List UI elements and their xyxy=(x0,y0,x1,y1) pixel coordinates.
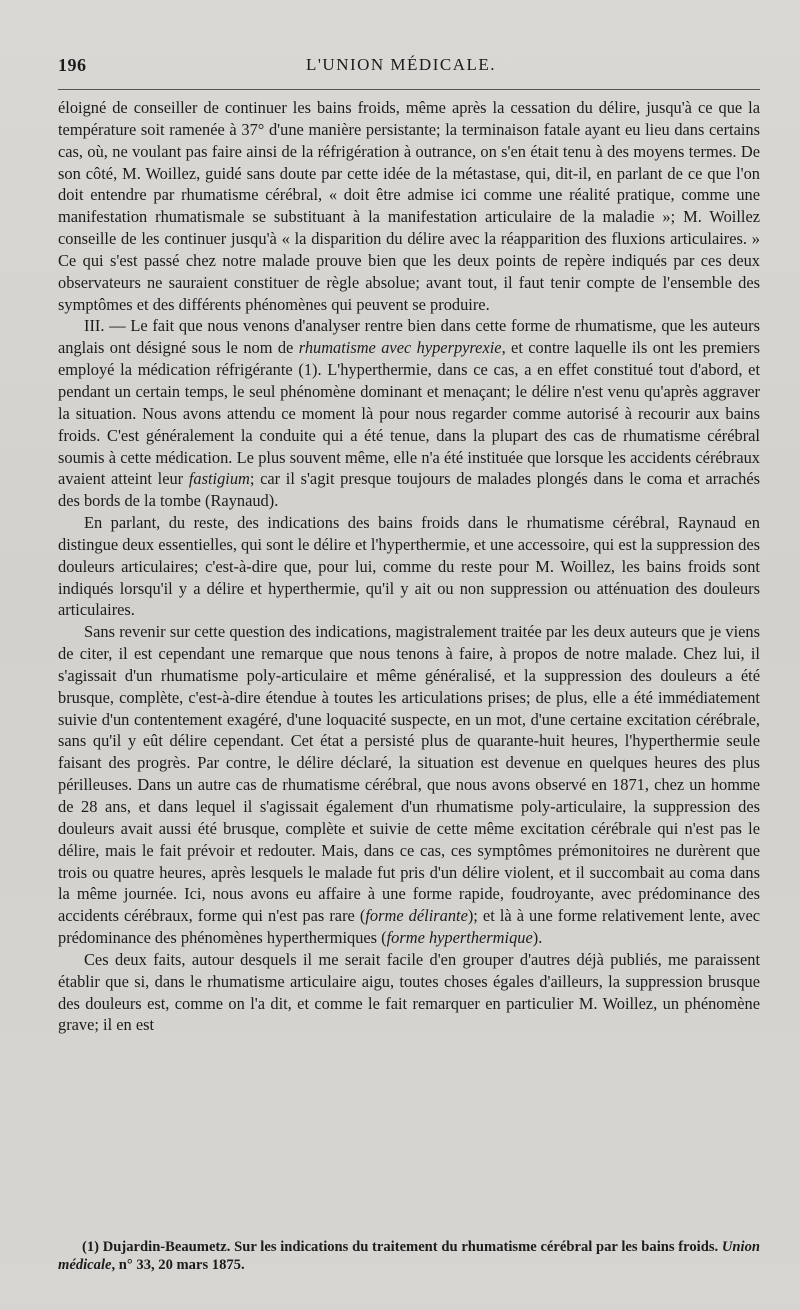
italic-term: forme délirante xyxy=(365,906,468,926)
header-rule xyxy=(58,89,760,90)
page-number: 196 xyxy=(58,55,87,75)
footnote-tail: , n° 33, 20 mars 1875. xyxy=(111,1257,245,1273)
text-run: ); et là à une forme relativement lente, avec prédominance des phénomènes hyperthermiques ( xyxy=(58,906,760,948)
footnote xyxy=(58,1238,760,1274)
text-run: ; car il s'agit presque toujours de malades plongés dans le coma et arrachés des bords de la tombe (Raynaud). xyxy=(58,469,760,511)
paragraph-continued: éloigné de conseiller de continuer les bains froids, même après la cessation du délire, jusqu'à ce que la température soit ramenée à 37° d'une manière persistante; la terminaison fatale ayant eu lieu dans certains cas, où, ne voulant pas faire ainsi de la réfrigération à outrance, on s'en était tenu à des moyens termes. De son côté, M. Woillez, guidé sans doute par cette idée de la métastase, qui, dit-il, en parlant de ce que l'on doit entendre par rhumatisme cérébral, « doit être admise ici comme une réalité pratique, comme une manifestation rhumatismale se substituant à la manifestation articulaire de la maladie »; M. Woillez conseille de les continuer jusqu'à « la disparition du délire avec la réapparition des fluxions articulaires. » Ce qui s'est passé chez notre malade prouve bien que les deux points de repère indiqués par ces deux observateurs ne sauraient constituer de règle absolue; avant tout, il faut tenir compte de l'ensemble des symptômes et des différents phénomènes qui peuvent se produire. xyxy=(58,98,760,314)
paragraph-raynaud: En parlant, du reste, des indications des bains froids dans le rhumatisme cérébral, Raynaud en distingue deux essentielles, qui sont le délire et l'hyperthermie, et une accessoire, qui est la suppression des douleurs articulaires; c'est-à-dire que, pour lui, comme du reste pour M. Woillez, les bains froids sont indiqués lorsqu'il y a délire et hyperthermie, qu'il y ait ou non suppression ou atténuation des douleurs articulaires. xyxy=(58,513,760,620)
footnote-text: (1) Dujardin-Beaumetz. Sur les indications du traitement du rhumatisme cérébral par les bains froids. xyxy=(82,1239,722,1255)
italic-term: forme hyperthermique xyxy=(386,928,533,948)
running-title: L'UNION MÉDICALE. xyxy=(305,55,497,74)
paragraph-conclusion: Ces deux faits, autour desquels il me serait facile d'en grouper d'autres déjà publiés, me paraissent établir que si, dans le rhumatisme articulaire aigu, toutes choses égales d'ailleurs, la suppression brusque des douleurs est, comme on l'a dit, et comme le fait remarquer en particulier M. Woillez, un phénomène grave; il en est xyxy=(58,949,760,1035)
italic-term: fastigium xyxy=(188,469,250,489)
footnote-journal: Union médicale xyxy=(58,1239,760,1273)
text-run: Sans revenir sur cette question des indications, magistralement traitée par les deux auteurs que je viens de citer, il est cependant une remarque que nous tenons à faire, à propos de notre malade. Chez lui, il s'agissait d'un rhumatisme poly-articulaire et même généralisé, et la suppression des douleurs a été brusque, complète, c'est-à-dire étendue à toutes les articulations prises; de plus, elle a été immédiatement suivie d'un contentement exagéré, d'une loquacité suspecte, en un mot, d'une certaine excitation cérébrale, sans qu'il y eût délire cependant. Cet état a persisté plus de quarante-huit heures, l'hyperthermie seule faisant des progrès. Par contre, le délire déclaré, la situation est devenue en quelques heures des plus périlleuses. Dans un autre cas de rhumatisme cérébral, que nous avons observé en 1871, chez un homme de 28 ans, et dans lequel il s'agissait également d'un rhumatisme poly-articulaire, la suppression des douleurs avait aussi été brusque, complète et suivie de cette même excitation cérébrale qui n'est pas le délire, mais le fait prévoir et redouter. Mais, dans ce cas, ces symptômes prémonitoires ne durèrent que trois ou quatre heures, après lesquels le malade fut pris d'un délire violent, et il succombait au coma dans la même journée. Ici, nous avons eu affaire à une forme rapide, foudroyante, avec prédominance des accidents cérébraux, forme qui n'est pas rare ( xyxy=(58,622,760,926)
paragraph-section-iii xyxy=(58,315,760,512)
article-body xyxy=(58,97,760,1036)
paragraph-remarque xyxy=(58,621,760,949)
text-run: , et contre laquelle ils ont les premiers employé la médication réfrigérante (1). L'hyperthermie, dans ce cas, a en effet constitué tout d'abord, et pendant un certain temps, le seul phénomène dominant et menaçant; le délire n'est venu qu'après aggraver la situation. Nous avons attendu ce moment là pour nous regarder comme autorisé à recourir aux bains froids. C'est généralement la conduite qui a été tenue, dans la plupart des cas de rhumatisme cérébral soumis à cette médication. Le plus souvent même, elle n'a été instituée que lorsque les accidents cérébraux avaient atteint leur xyxy=(58,338,761,489)
page-header xyxy=(58,55,744,81)
text-run: III. — Le fait que nous venons d'analyser rentre bien dans cette forme de rhumatisme, que les auteurs anglais ont désigné sous le nom de xyxy=(58,316,760,358)
text-run: ). xyxy=(532,928,543,948)
italic-term: rhumatisme avec hyperpyrexie xyxy=(298,338,502,358)
